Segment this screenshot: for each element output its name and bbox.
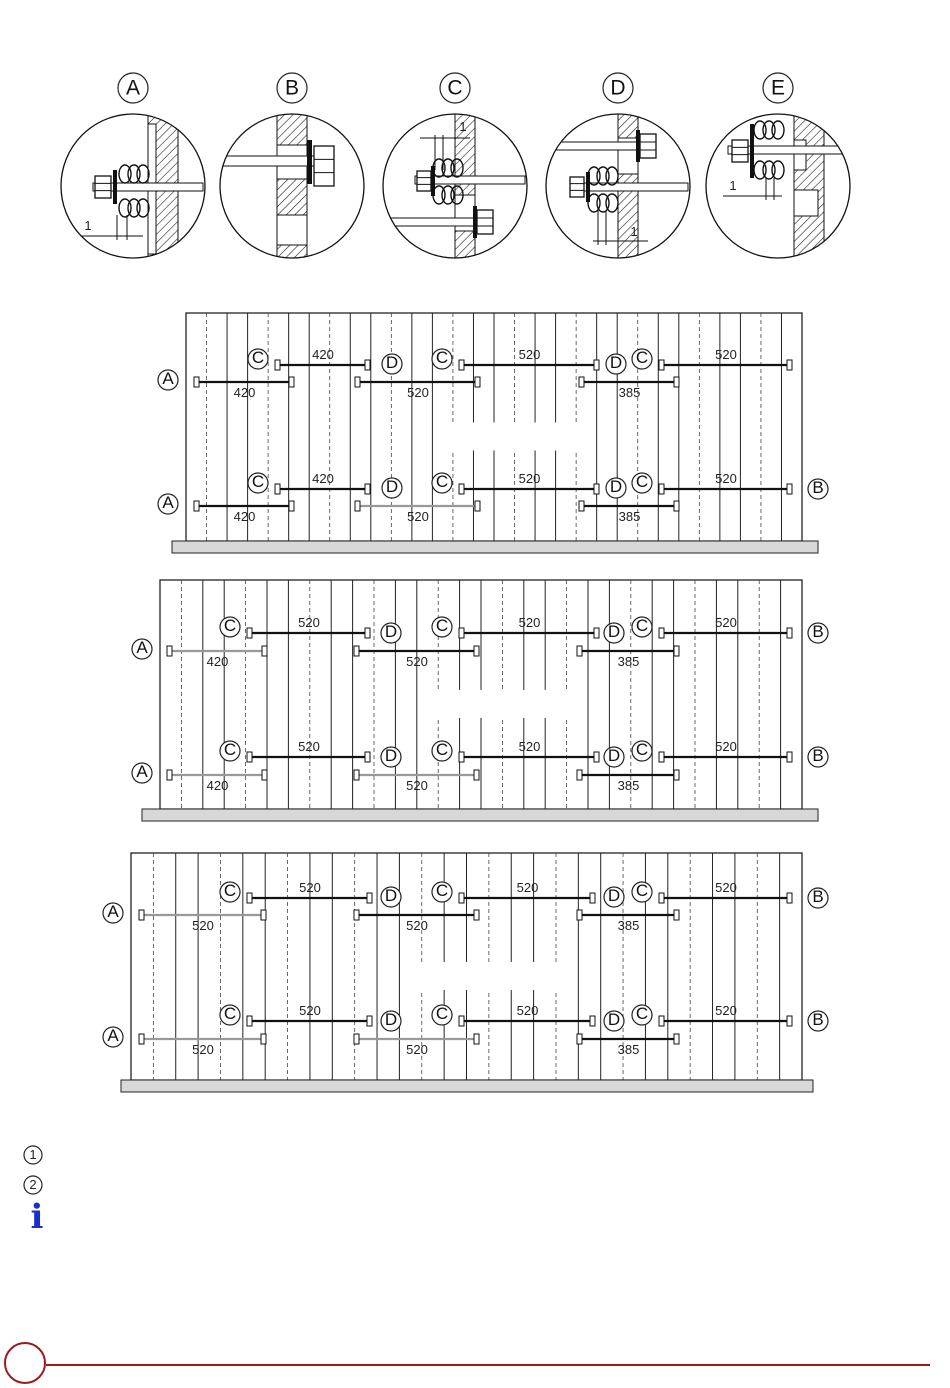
label-c — [248, 472, 268, 493]
rod-length: 420 — [206, 778, 229, 793]
label-letter: D — [607, 746, 621, 766]
rod-length: 520 — [407, 385, 429, 400]
wall-3 — [103, 853, 828, 1092]
rod-nut — [674, 1034, 679, 1044]
label-d — [381, 1010, 401, 1031]
label-c — [220, 1004, 240, 1025]
detail-d — [538, 73, 690, 270]
label-c — [432, 472, 452, 493]
rod-nut — [577, 1034, 582, 1044]
rod-nut — [194, 377, 199, 387]
washer — [307, 140, 312, 184]
rod-nut — [354, 910, 359, 920]
rod-nut — [367, 1016, 372, 1026]
label-d — [604, 622, 624, 643]
rod-nut — [787, 484, 792, 494]
rod-nut — [459, 484, 464, 494]
rod-nut — [459, 893, 464, 903]
rod-nut — [590, 893, 595, 903]
label-a — [158, 369, 178, 390]
rod-length: 420 — [206, 654, 229, 669]
label-letter: D — [384, 1010, 398, 1030]
rod-length: 520 — [715, 880, 737, 895]
detail-content — [538, 110, 688, 270]
rod-nut — [659, 1016, 664, 1026]
rod-nut — [354, 646, 359, 656]
legend-item-1 — [24, 1146, 42, 1164]
wall-elevations — [103, 313, 828, 1092]
rod-nut — [659, 752, 664, 762]
label-letter: A — [136, 638, 148, 658]
label-d — [604, 886, 624, 907]
rod-nut — [167, 646, 172, 656]
rod-length: 520 — [192, 1042, 214, 1057]
label-c — [632, 881, 652, 902]
label-letter: E — [770, 76, 786, 100]
label-letter: A — [136, 762, 148, 782]
rod-nut — [594, 484, 599, 494]
rod-length: 520 — [192, 918, 214, 933]
rod-nut — [594, 628, 599, 638]
rod-nut — [577, 910, 582, 920]
spring-coil — [606, 167, 618, 185]
slot — [794, 190, 818, 216]
label-d — [382, 353, 402, 374]
rod-nut — [674, 646, 679, 656]
label-b — [808, 478, 828, 499]
spring-coil — [772, 121, 784, 139]
rod-length: 385 — [617, 654, 640, 669]
rod-nut — [139, 1034, 144, 1044]
label-letter: A — [162, 369, 174, 389]
label-letter: C — [223, 1004, 237, 1024]
label-letter: A — [107, 1026, 119, 1046]
rod-nut — [474, 1034, 479, 1044]
rod-nut — [194, 501, 199, 511]
rod-nut — [577, 646, 582, 656]
legend — [24, 1146, 44, 1237]
rod-length: 520 — [298, 615, 320, 630]
rod-nut — [787, 752, 792, 762]
rod-nut — [459, 752, 464, 762]
rod-length: 420 — [312, 471, 334, 486]
rod-nut — [261, 910, 266, 920]
nut — [314, 146, 334, 186]
label-letter: C — [251, 472, 265, 492]
label-c — [632, 616, 652, 637]
rod-nut — [365, 752, 370, 762]
nut — [95, 176, 111, 198]
rod-length: 520 — [715, 615, 737, 630]
label-letter: D — [607, 886, 621, 906]
rod-length: 385 — [617, 918, 640, 933]
rod-nut — [367, 893, 372, 903]
label-letter: C — [635, 1004, 649, 1024]
label-letter: D — [607, 622, 621, 642]
rod-nut — [474, 910, 479, 920]
rod-nut — [459, 360, 464, 370]
foundation — [142, 809, 818, 821]
label-letter: C — [223, 616, 237, 636]
rod-nut — [262, 646, 267, 656]
label-letter: D — [609, 353, 623, 373]
label-d — [604, 746, 624, 767]
page-footer — [5, 1343, 930, 1383]
threaded-rod — [538, 142, 648, 150]
label-b — [808, 887, 828, 908]
detail-dim: 1 — [630, 224, 638, 239]
label-d — [606, 353, 626, 374]
rod-nut — [247, 628, 252, 638]
rod-nut — [261, 1034, 266, 1044]
foundation — [172, 541, 818, 553]
rod-nut — [674, 501, 679, 511]
label-letter: B — [812, 746, 824, 766]
label-letter: B — [812, 622, 824, 642]
rod-length: 520 — [407, 509, 429, 524]
rod-nut — [474, 646, 479, 656]
rod-length: 520 — [518, 739, 541, 754]
detail-label-b — [277, 73, 307, 103]
detail-label-c — [440, 73, 470, 103]
label-letter: C — [435, 740, 449, 760]
info-icon: i — [30, 1197, 44, 1237]
label-letter: C — [635, 472, 649, 492]
label-letter: C — [635, 740, 649, 760]
rod-nut — [247, 893, 252, 903]
label-d — [606, 477, 626, 498]
label-a — [132, 638, 152, 659]
rod-nut — [355, 377, 360, 387]
label-letter: D — [609, 477, 623, 497]
label-letter: B — [284, 76, 300, 100]
nut — [640, 134, 656, 158]
rod-nut — [289, 501, 294, 511]
label-letter: C — [223, 881, 237, 901]
label-letter: C — [251, 348, 265, 368]
detail-content — [93, 110, 203, 270]
spring-coil — [137, 165, 149, 183]
spring-coil — [606, 194, 618, 212]
detail-frame — [706, 114, 850, 258]
detail-e — [706, 73, 858, 270]
legend-item-2 — [24, 1176, 42, 1194]
foundation — [121, 1080, 813, 1092]
label-letter: B — [812, 887, 824, 907]
slot — [277, 215, 307, 245]
label-letter: C — [635, 881, 649, 901]
rod-nut — [139, 910, 144, 920]
rod-nut — [474, 770, 479, 780]
rod-nut — [787, 360, 792, 370]
label-c — [632, 348, 652, 369]
label-c — [220, 740, 240, 761]
rod-length: 520 — [518, 471, 541, 486]
rod-nut — [674, 377, 679, 387]
wall-2 — [132, 580, 828, 821]
legend-marker — [24, 1176, 42, 1194]
rod-length: 385 — [618, 385, 641, 400]
label-letter: C — [223, 740, 237, 760]
rod-nut — [659, 893, 664, 903]
rod-nut — [787, 1016, 792, 1026]
label-letter: C — [435, 348, 449, 368]
label-a — [132, 762, 152, 783]
label-letter: C — [447, 76, 463, 100]
rod-length: 520 — [406, 1042, 428, 1057]
rod-nut — [354, 1034, 359, 1044]
detail-dim: 1 — [729, 178, 737, 193]
label-letter: C — [635, 348, 649, 368]
rod-length: 520 — [516, 1003, 539, 1018]
label-letter: C — [435, 616, 449, 636]
rod-nut — [365, 360, 370, 370]
label-letter: C — [635, 616, 649, 636]
rod-length: 520 — [715, 347, 737, 362]
rod-nut — [459, 628, 464, 638]
label-letter: A — [107, 902, 119, 922]
label-letter: C — [435, 1004, 449, 1024]
label-c — [432, 1004, 452, 1025]
rod-nut — [659, 484, 664, 494]
label-a — [103, 902, 123, 923]
label-d — [604, 1010, 624, 1031]
rod-nut — [787, 893, 792, 903]
detail-label-d — [603, 73, 633, 103]
detail-content — [375, 110, 525, 270]
blank-area — [445, 422, 581, 450]
label-d — [381, 886, 401, 907]
label-letter: B — [812, 1010, 824, 1030]
label-c — [432, 881, 452, 902]
washer — [473, 206, 477, 238]
label-letter: A — [125, 76, 141, 100]
detail-dim: 1 — [459, 119, 467, 134]
label-letter: 2 — [29, 1176, 37, 1192]
rod-length: 420 — [233, 385, 256, 400]
nut — [732, 140, 748, 162]
label-letter: B — [812, 478, 824, 498]
rod-length: 420 — [312, 347, 334, 362]
detail-a — [61, 73, 205, 270]
detail-c — [375, 73, 527, 270]
rod-length: 520 — [299, 1003, 321, 1018]
label-letter: D — [385, 353, 399, 373]
rod-nut — [594, 752, 599, 762]
label-c — [220, 881, 240, 902]
label-b — [808, 1010, 828, 1031]
rod-nut — [475, 501, 480, 511]
rod-length: 520 — [518, 347, 541, 362]
log-section — [455, 110, 475, 270]
label-b — [808, 622, 828, 643]
rod-nut — [579, 501, 584, 511]
rod-length: 520 — [298, 739, 320, 754]
label-letter: D — [610, 76, 626, 100]
label-letter: C — [435, 472, 449, 492]
rod-length: 520 — [715, 1003, 737, 1018]
rod-length: 520 — [406, 778, 428, 793]
detail-content — [220, 110, 334, 270]
rod-length: 385 — [617, 1042, 640, 1057]
nut — [417, 171, 431, 191]
rod-length: 420 — [233, 509, 256, 524]
rod-nut — [590, 1016, 595, 1026]
washer — [113, 170, 117, 204]
log-section — [277, 110, 307, 270]
rod-nut — [659, 360, 664, 370]
label-c — [632, 1004, 652, 1025]
detail-dim: 1 — [84, 218, 92, 233]
label-letter: D — [384, 622, 398, 642]
label-c — [432, 740, 452, 761]
detail-label-e — [763, 73, 793, 103]
nut — [477, 210, 493, 234]
rod-length: 520 — [518, 615, 541, 630]
rod-length: 520 — [516, 880, 539, 895]
label-letter: D — [384, 886, 398, 906]
label-letter: D — [607, 1010, 621, 1030]
spring-coil — [772, 161, 784, 179]
detail-content — [723, 110, 858, 270]
rod-nut — [262, 770, 267, 780]
label-b — [808, 746, 828, 767]
label-letter: A — [162, 493, 174, 513]
label-d — [382, 477, 402, 498]
label-letter: 1 — [29, 1146, 37, 1162]
rod-nut — [659, 628, 664, 638]
rod-length: 520 — [299, 880, 321, 895]
wall-1 — [158, 313, 828, 553]
rod-nut — [289, 377, 294, 387]
detail-b — [220, 73, 364, 270]
label-c — [632, 472, 652, 493]
label-c — [432, 616, 452, 637]
rod-nut — [275, 360, 280, 370]
rod-nut — [459, 1016, 464, 1026]
label-c — [432, 348, 452, 369]
rod-nut — [365, 484, 370, 494]
rod-nut — [674, 910, 679, 920]
label-d — [381, 746, 401, 767]
label-c — [248, 348, 268, 369]
rod-length: 520 — [406, 918, 428, 933]
label-letter: C — [435, 881, 449, 901]
threaded-rod — [578, 183, 688, 191]
rod-nut — [475, 377, 480, 387]
threaded-rod — [220, 156, 320, 166]
rod-length: 520 — [715, 471, 737, 486]
rod-length: 385 — [618, 509, 641, 524]
rod-length: 520 — [406, 654, 428, 669]
label-letter: D — [385, 477, 399, 497]
rod-nut — [577, 770, 582, 780]
label-c — [632, 740, 652, 761]
spring-coil — [137, 199, 149, 217]
rod-nut — [247, 752, 252, 762]
detail-views — [61, 73, 858, 270]
rod-nut — [275, 484, 280, 494]
rod-nut — [167, 770, 172, 780]
rod-nut — [355, 501, 360, 511]
blank-area — [430, 690, 571, 718]
slot — [794, 140, 806, 170]
rod-nut — [365, 628, 370, 638]
label-a — [158, 493, 178, 514]
label-d — [381, 622, 401, 643]
label-c — [220, 616, 240, 637]
rod-nut — [579, 377, 584, 387]
washer — [636, 130, 640, 162]
detail-label-a — [118, 73, 148, 103]
rod-nut — [787, 628, 792, 638]
blank-area — [413, 962, 561, 990]
rod-nut — [247, 1016, 252, 1026]
rod-length: 385 — [617, 778, 640, 793]
rod-nut — [674, 770, 679, 780]
nut — [570, 177, 584, 197]
rod-length: 520 — [715, 739, 737, 754]
rod-nut — [354, 770, 359, 780]
rod-nut — [594, 360, 599, 370]
label-letter: D — [384, 746, 398, 766]
label-a — [103, 1026, 123, 1047]
legend-marker — [24, 1146, 42, 1164]
page-number-circle — [5, 1343, 45, 1383]
